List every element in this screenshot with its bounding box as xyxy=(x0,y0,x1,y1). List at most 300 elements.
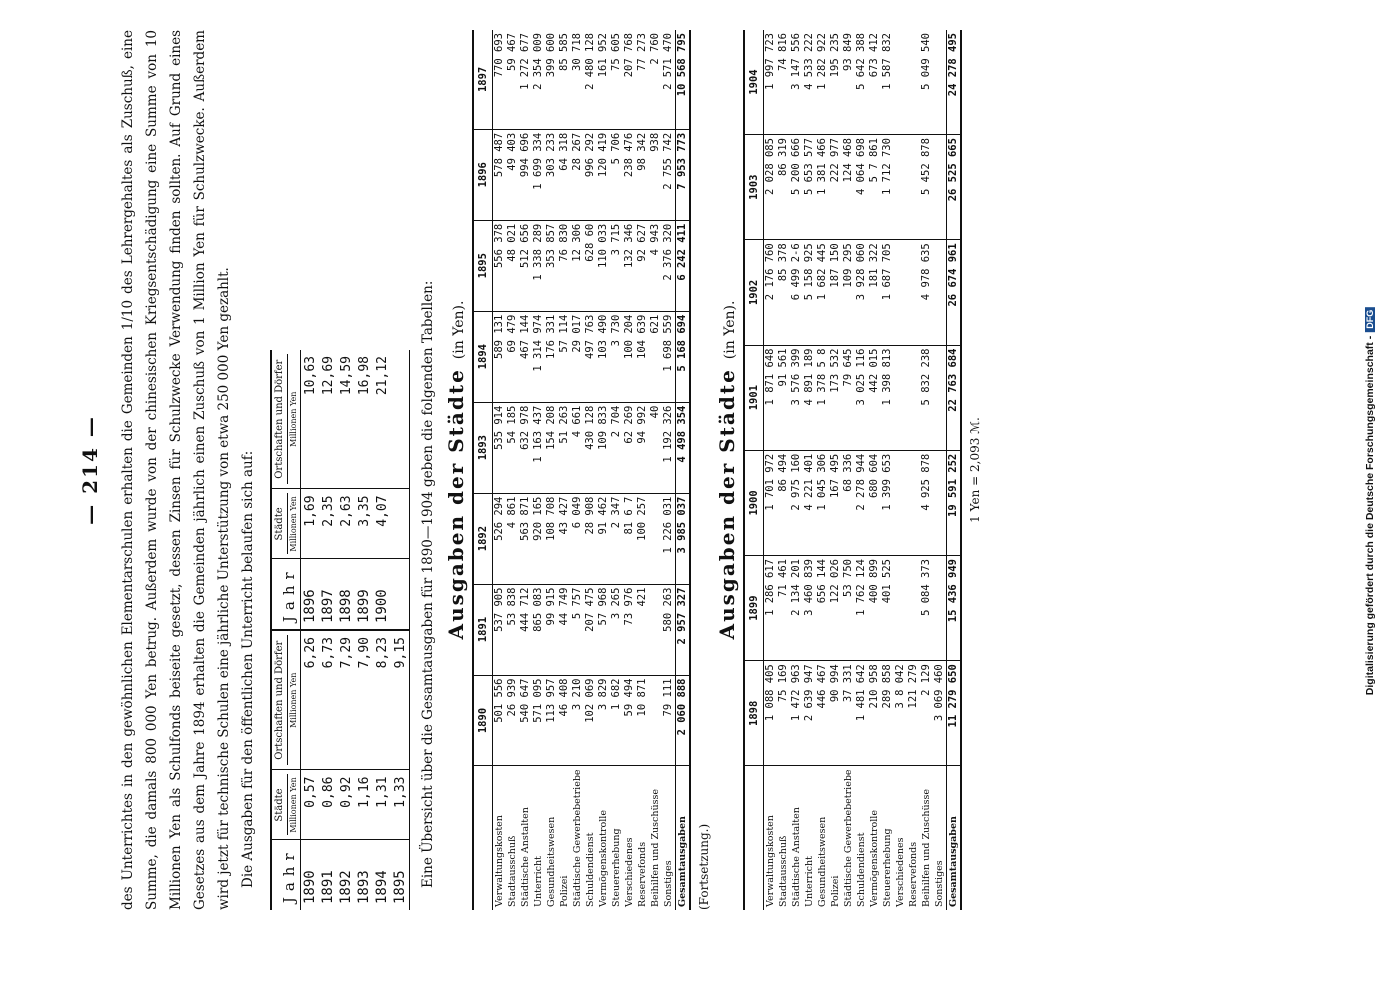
table1-cell: 14,59 xyxy=(337,350,355,489)
table-cell: 57 114 xyxy=(558,311,571,402)
table-row xyxy=(868,30,881,910)
table-cell: 2 571 470 xyxy=(662,30,676,129)
table-cell: 1 698 559 xyxy=(662,311,676,402)
table-cell: 207 768 xyxy=(623,30,636,129)
row-label: Vermögenskontrolle xyxy=(597,810,609,907)
year-header: 1894 xyxy=(473,311,493,402)
table1-cell: 8,23 xyxy=(373,630,391,770)
table-cell: 467 144 xyxy=(519,311,532,402)
table-cell: 537 905 xyxy=(492,584,506,675)
table-cell: 4 978 635 xyxy=(920,240,933,345)
year-header: 1897 xyxy=(473,30,493,129)
table-cell: 57 968 xyxy=(597,584,610,675)
table-cell: 2 704 xyxy=(610,402,623,493)
table-cell: 5 653 577 xyxy=(803,135,816,240)
table-cell: 656 144 xyxy=(816,556,829,661)
table-cell: 4 891 189 xyxy=(803,345,816,450)
col-villages-left: Ortschaften und Dörfer Millionen Yen xyxy=(271,630,301,770)
row-label: Reservefonds xyxy=(636,841,648,907)
table-cell: 3 576 399 xyxy=(790,345,803,450)
table-cell: 4 861 xyxy=(506,493,519,584)
table1-cell xyxy=(391,559,410,630)
table-cell xyxy=(933,135,947,240)
table-cell: 3 829 xyxy=(597,675,610,766)
table-row xyxy=(907,30,920,910)
table-cell xyxy=(907,135,920,240)
row-label: Vermögenskontrolle xyxy=(868,810,880,907)
table1-cell: 4,07 xyxy=(373,489,391,559)
table-cell: 48 021 xyxy=(506,220,519,311)
table1-cell: 10,63 xyxy=(300,350,319,489)
row-label: Polizei xyxy=(558,875,570,907)
table-cell: 98 342 xyxy=(636,129,649,220)
table-row xyxy=(519,30,532,910)
row-label: Verwaltungskosten xyxy=(764,815,776,907)
table-cell xyxy=(894,556,907,661)
table-cell: 421 xyxy=(636,584,649,675)
continuation-label: (Fortsetzung.) xyxy=(696,823,711,910)
table-cell: 2 134 201 xyxy=(790,556,803,661)
table-cell: 161 952 xyxy=(597,30,610,129)
table1-cell: 1896 xyxy=(300,559,319,630)
table-cell: 77 273 xyxy=(636,30,649,129)
table-cell: 43 427 xyxy=(558,493,571,584)
table-cell: 12 306 xyxy=(571,220,584,311)
table-cell: 75 169 xyxy=(777,661,790,766)
table-cell: 1 163 437 xyxy=(532,402,545,493)
table-cell xyxy=(907,556,920,661)
table-cell: 1 314 974 xyxy=(532,311,545,402)
row-label-header xyxy=(473,766,493,910)
table-cell: 2 639 947 xyxy=(803,661,816,766)
table-cell xyxy=(894,345,907,450)
table-cell: 3 025 116 xyxy=(855,345,868,450)
table-row xyxy=(946,30,961,910)
table-cell: 442 015 xyxy=(868,345,881,450)
dfg-logo: DFG xyxy=(1365,307,1375,332)
year-header: 1896 xyxy=(473,129,493,220)
year-header: 1898 xyxy=(744,661,764,766)
row-label: Verschiedenes xyxy=(623,837,635,907)
table-cell: 132 346 xyxy=(623,220,636,311)
table-cell: 2 347 xyxy=(610,493,623,584)
row-label: Unterricht xyxy=(803,856,815,907)
table-row xyxy=(933,30,947,910)
table-cell: 3 210 xyxy=(571,675,584,766)
table-row xyxy=(842,30,855,910)
table-cell: 113 957 xyxy=(545,675,558,766)
sidebar-credit xyxy=(1361,6,1379,996)
table2-caption: Ausgaben der Städte (in Yen). xyxy=(443,300,468,640)
table1-cell: 1891 xyxy=(319,870,336,904)
table-row xyxy=(584,30,597,910)
table-row xyxy=(829,30,842,910)
table-cell: 51 263 xyxy=(558,402,571,493)
table-cell: 69 479 xyxy=(506,311,519,402)
table-cell: 29 017 xyxy=(571,311,584,402)
table-cell: 2 957 327 xyxy=(675,584,690,675)
table-cell: 40 xyxy=(649,402,662,493)
city-expenses-1890-1897-table xyxy=(472,30,691,910)
table-cell: 109 833 xyxy=(597,402,610,493)
table-cell: 1 381 466 xyxy=(816,135,829,240)
table-row xyxy=(816,30,829,910)
table-cell: 92 627 xyxy=(636,220,649,311)
table-cell: 632 978 xyxy=(519,402,532,493)
table-cell: 399 600 xyxy=(545,30,558,129)
table-cell: 1 045 306 xyxy=(816,450,829,555)
table-cell: 108 708 xyxy=(545,493,558,584)
table-cell: 430 128 xyxy=(584,402,597,493)
row-label: Steuererhebung xyxy=(610,828,622,907)
table1-row xyxy=(300,350,319,910)
city-expenses-1898-1904-table xyxy=(743,30,962,910)
table-row xyxy=(855,30,868,910)
table1-cell: 1895 xyxy=(391,840,410,910)
table1-cell: 16,98 xyxy=(355,350,373,489)
table-cell: 30 718 xyxy=(571,30,584,129)
row-label: Gesundheitswesen xyxy=(545,816,557,907)
table-cell: 680 604 xyxy=(868,450,881,555)
table-cell: 79 111 xyxy=(662,675,676,766)
table1-cell: 1899 xyxy=(355,559,373,630)
table-cell: 994 696 xyxy=(519,129,532,220)
table-cell: 1 997 723 xyxy=(763,30,777,135)
row-label: Sonstiges xyxy=(933,860,945,907)
table1-cell xyxy=(391,350,410,489)
currency-footnote: 1 Yen = 2,093 ℳ. xyxy=(967,417,982,523)
table-cell xyxy=(933,30,947,135)
table-cell: 3 730 xyxy=(610,311,623,402)
table-cell: 353 857 xyxy=(545,220,558,311)
table-cell: 11 279 650 xyxy=(946,661,961,766)
table-row xyxy=(610,30,623,910)
table-cell: 5 158 925 xyxy=(803,240,816,345)
year-header: 1900 xyxy=(744,450,764,555)
table-cell: 920 165 xyxy=(532,493,545,584)
table-cell: 210 958 xyxy=(868,661,881,766)
table-cell: 5 168 694 xyxy=(675,311,690,402)
row-label-header xyxy=(744,766,764,910)
col-cities-right: Städte Millionen Yen xyxy=(271,489,301,559)
table-cell xyxy=(649,584,662,675)
table-cell: 10 871 xyxy=(636,675,649,766)
table-cell: 15 436 949 xyxy=(946,556,961,661)
table-cell: 109 295 xyxy=(842,240,855,345)
table-row xyxy=(532,30,545,910)
table1-row xyxy=(355,350,373,910)
year-header: 1892 xyxy=(473,493,493,584)
table-cell xyxy=(894,30,907,135)
page-number: — 214 — xyxy=(77,415,102,525)
table-row xyxy=(649,30,662,910)
table1-cell: 7,90 xyxy=(355,630,373,770)
table1-cell: 1,31 xyxy=(373,770,391,840)
year-header: 1895 xyxy=(473,220,493,311)
col-year-right: Jahr xyxy=(271,559,301,630)
table-cell: 24 278 495 xyxy=(946,30,961,135)
table-cell: 4 661 xyxy=(571,402,584,493)
table-cell xyxy=(907,30,920,135)
table1-cell: 1893 xyxy=(355,870,372,904)
row-label: Schuldendienst xyxy=(855,832,867,907)
table-cell: 400 899 xyxy=(868,556,881,661)
table-cell: 2 755 742 xyxy=(662,129,676,220)
table-cell: 2 278 944 xyxy=(855,450,868,555)
row-label: Steuererhebung xyxy=(881,828,893,907)
table-cell: 104 639 xyxy=(636,311,649,402)
table-cell: 1 282 922 xyxy=(816,30,829,135)
table1-cell: 0,57 xyxy=(300,770,319,840)
table-cell: 85 585 xyxy=(558,30,571,129)
table-cell: 86 494 xyxy=(777,450,790,555)
table-cell: 4 943 xyxy=(649,220,662,311)
table-cell: 5 7 861 xyxy=(868,135,881,240)
table-cell: 121 279 xyxy=(907,661,920,766)
table-cell: 2 760 xyxy=(649,30,662,129)
table-cell: 81 6 7 xyxy=(623,493,636,584)
table1-row xyxy=(373,350,391,910)
table-row xyxy=(545,30,558,910)
table-cell: 46 408 xyxy=(558,675,571,766)
table-cell: 6 242 411 xyxy=(675,220,690,311)
table-cell: 181 322 xyxy=(868,240,881,345)
table-cell: 1 472 963 xyxy=(790,661,803,766)
table-cell: 44 749 xyxy=(558,584,571,675)
table1-cell: 12,69 xyxy=(319,350,337,489)
table-cell xyxy=(907,240,920,345)
table-cell xyxy=(649,493,662,584)
table-cell: 996 292 xyxy=(584,129,597,220)
table-cell: 556 378 xyxy=(492,220,506,311)
col-year-left: Jahr xyxy=(271,840,301,910)
table-cell xyxy=(894,450,907,555)
table-cell: 22 763 684 xyxy=(946,345,961,450)
table1-cell: 21,12 xyxy=(373,350,391,489)
table-cell: 62 269 xyxy=(623,402,636,493)
table-cell: 444 712 xyxy=(519,584,532,675)
table-cell: 5 452 878 xyxy=(920,135,933,240)
table-row xyxy=(803,30,816,910)
table-cell: 91 561 xyxy=(777,345,790,450)
table1-cell: 0,92 xyxy=(337,770,355,840)
table1-cell: 6,73 xyxy=(319,630,337,770)
table-cell xyxy=(894,240,907,345)
table1-body xyxy=(300,350,409,910)
table-cell: 54 185 xyxy=(506,402,519,493)
table-cell: 303 233 xyxy=(545,129,558,220)
table-cell: 173 532 xyxy=(829,345,842,450)
table-cell: 3 928 060 xyxy=(855,240,868,345)
table-cell: 621 xyxy=(649,311,662,402)
table-cell: 1 871 648 xyxy=(763,345,777,450)
table-cell: 238 476 xyxy=(623,129,636,220)
table-cell: 120 419 xyxy=(597,129,610,220)
table-cell: 1 398 813 xyxy=(881,345,894,450)
table-cell: 3 460 839 xyxy=(803,556,816,661)
table-cell: 1 088 405 xyxy=(763,661,777,766)
table-cell: 2 354 009 xyxy=(532,30,545,129)
table-cell: 167 495 xyxy=(829,450,842,555)
table1-cell: 3,35 xyxy=(355,489,373,559)
table-cell: 1 699 334 xyxy=(532,129,545,220)
year-header: 1903 xyxy=(744,135,764,240)
table-cell: 37 331 xyxy=(842,661,855,766)
row-label: Städtische Anstalten xyxy=(790,807,802,907)
table-cell xyxy=(933,240,947,345)
table-cell: 1 338 289 xyxy=(532,220,545,311)
table-cell: 110 033 xyxy=(597,220,610,311)
table-cell: 79 645 xyxy=(842,345,855,450)
table-cell xyxy=(649,675,662,766)
table-cell: 103 490 xyxy=(597,311,610,402)
table1-cell: 9,15 xyxy=(391,630,410,770)
table-cell: 91 462 xyxy=(597,493,610,584)
table-cell: 59 467 xyxy=(506,30,519,129)
table-cell: 53 750 xyxy=(842,556,855,661)
table-cell: 401 525 xyxy=(881,556,894,661)
table1-cell: 1900 xyxy=(373,559,391,630)
table-cell: 5 706 xyxy=(610,129,623,220)
table-cell: 19 591 252 xyxy=(946,450,961,555)
row-label: Polizei xyxy=(829,875,841,907)
row-label: Unterricht xyxy=(532,856,544,907)
table-cell: 75 605 xyxy=(610,30,623,129)
table-cell: 5 200 666 xyxy=(790,135,803,240)
table-cell: 4 498 354 xyxy=(675,402,690,493)
table1-row xyxy=(337,350,355,910)
table1-cell: 1898 xyxy=(337,559,355,630)
year-header: 1901 xyxy=(744,345,764,450)
table-cell: 512 656 xyxy=(519,220,532,311)
table1-cell: 1897 xyxy=(319,559,337,630)
table-row xyxy=(571,30,584,910)
table-row xyxy=(636,30,649,910)
table-cell: 2 129 xyxy=(920,661,933,766)
table-cell: 1 286 617 xyxy=(763,556,777,661)
table1-cell: 7,29 xyxy=(337,630,355,770)
row-label: Reservefonds xyxy=(907,841,919,907)
table-cell: 26 674 961 xyxy=(946,240,961,345)
table-cell: 86 319 xyxy=(777,135,790,240)
col-villages-right: Ortschaften und Dörfer Millionen Yen xyxy=(271,350,301,489)
table-cell xyxy=(894,135,907,240)
table1-cell: 1894 xyxy=(373,870,390,904)
sidebar-text: Digitalisierung gefördert durch die Deutsche Forschungsgemeinschaft - xyxy=(1364,335,1376,696)
table-cell: 1 701 972 xyxy=(763,450,777,555)
table-cell: 3 265 xyxy=(610,584,623,675)
table-cell: 5 642 388 xyxy=(855,30,868,135)
table-cell: 64 318 xyxy=(558,129,571,220)
table-cell: 2 176 760 xyxy=(763,240,777,345)
table-cell xyxy=(907,345,920,450)
table-cell: 3 147 556 xyxy=(790,30,803,135)
table-cell: 578 487 xyxy=(492,129,506,220)
year-header: 1904 xyxy=(744,30,764,135)
year-header: 1890 xyxy=(473,675,493,766)
row-label: Gesundheitswesen xyxy=(816,816,828,907)
table-cell: 49 403 xyxy=(506,129,519,220)
table-cell: 100 257 xyxy=(636,493,649,584)
table-cell: 26 525 665 xyxy=(946,135,961,240)
table-row xyxy=(623,30,636,910)
table-row xyxy=(894,30,907,910)
table-cell: 571 095 xyxy=(532,675,545,766)
table-cell: 195 235 xyxy=(829,30,842,135)
row-label: Beihilfen und Zuschüsse xyxy=(920,789,932,907)
table-cell: 770 693 xyxy=(492,30,506,129)
table-cell: 122 026 xyxy=(829,556,842,661)
table-cell: 2 060 888 xyxy=(675,675,690,766)
table-cell: 2 028 085 xyxy=(763,135,777,240)
public-education-expenses-table xyxy=(270,350,410,910)
table-cell: 1 481 642 xyxy=(855,661,868,766)
table-cell: 5 084 373 xyxy=(920,556,933,661)
table-cell: 90 994 xyxy=(829,661,842,766)
table-cell: 1 687 705 xyxy=(881,240,894,345)
table1-cell: 1,33 xyxy=(391,770,410,840)
table-cell: 26 939 xyxy=(506,675,519,766)
table-cell: 124 468 xyxy=(842,135,855,240)
row-label: Gesamtausgaben xyxy=(675,766,690,910)
table-row xyxy=(558,30,571,910)
table-cell: 1 399 653 xyxy=(881,450,894,555)
table1-cell: 1890 xyxy=(301,870,318,904)
table-cell: 222 977 xyxy=(829,135,842,240)
year-header: 1893 xyxy=(473,402,493,493)
table-cell: 938 xyxy=(649,129,662,220)
table-cell: 59 494 xyxy=(623,675,636,766)
table-cell: 74 816 xyxy=(777,30,790,135)
table-cell: 1 682 445 xyxy=(816,240,829,345)
table-cell: 176 331 xyxy=(545,311,558,402)
table1-cell: 1,69 xyxy=(300,489,319,559)
table-row xyxy=(920,30,933,910)
intro-paragraph: des Unterrichtes in den gewöhnlichen Elementarschulen erhalten die Gemeinden 1/10 des Lehrergehaltes als Zuschuß, eine Summe, die damals 800 000 Yen betrug. Außerdem wurde von der chinesischen Kriegsentschädigung eine Summe von 10 Millionen Yen als Schulfonds beiseite gesetzt, dessen Zinsen für Schulzwecke Verwendung finden sollten. Auf Grund eines Gesetzes aus dem Jahre 1894 erhalten die Gemeinden jährlich einen Zuschuß von 1 Million Yen für Schulzwecke. Außerdem wird jetzt für technische Schulen eine jährliche Unterstützung von etwa 250 000 Yen gezahlt. xyxy=(119,30,232,910)
table-cell: 102 069 xyxy=(584,675,597,766)
table-cell: 1 226 031 xyxy=(662,493,676,584)
table1-cell: 2,35 xyxy=(319,489,337,559)
row-label: Verwaltungskosten xyxy=(493,815,505,907)
table-cell: 6 049 xyxy=(571,493,584,584)
table1-row xyxy=(319,350,337,910)
table-cell: 7 953 773 xyxy=(675,129,690,220)
table1-cell xyxy=(391,489,410,559)
row-label: Verschiedenes xyxy=(894,837,906,907)
table-cell: 589 131 xyxy=(492,311,506,402)
table3-caption: Ausgaben der Städte (in Yen). xyxy=(714,300,739,640)
row-label: Stadtausschuß xyxy=(777,835,789,907)
table1-cell: 1,16 xyxy=(355,770,373,840)
table-cell: 540 647 xyxy=(519,675,532,766)
table-row xyxy=(597,30,610,910)
table-cell: 71 461 xyxy=(777,556,790,661)
row-label: Schuldendienst xyxy=(584,832,596,907)
table-row xyxy=(675,30,690,910)
table1-cell: 6,26 xyxy=(300,630,319,770)
year-header: 1899 xyxy=(744,556,764,661)
table-cell: 535 914 xyxy=(492,402,506,493)
table-row xyxy=(777,30,790,910)
table-cell: 1 712 730 xyxy=(881,135,894,240)
table-row xyxy=(662,30,676,910)
year-header: 1902 xyxy=(744,240,764,345)
table-cell: 865 083 xyxy=(532,584,545,675)
table-cell: 1 762 124 xyxy=(855,556,868,661)
table-cell: 10 568 795 xyxy=(675,30,690,129)
table-cell: 94 992 xyxy=(636,402,649,493)
row-label: Gesamtausgaben xyxy=(946,766,961,910)
